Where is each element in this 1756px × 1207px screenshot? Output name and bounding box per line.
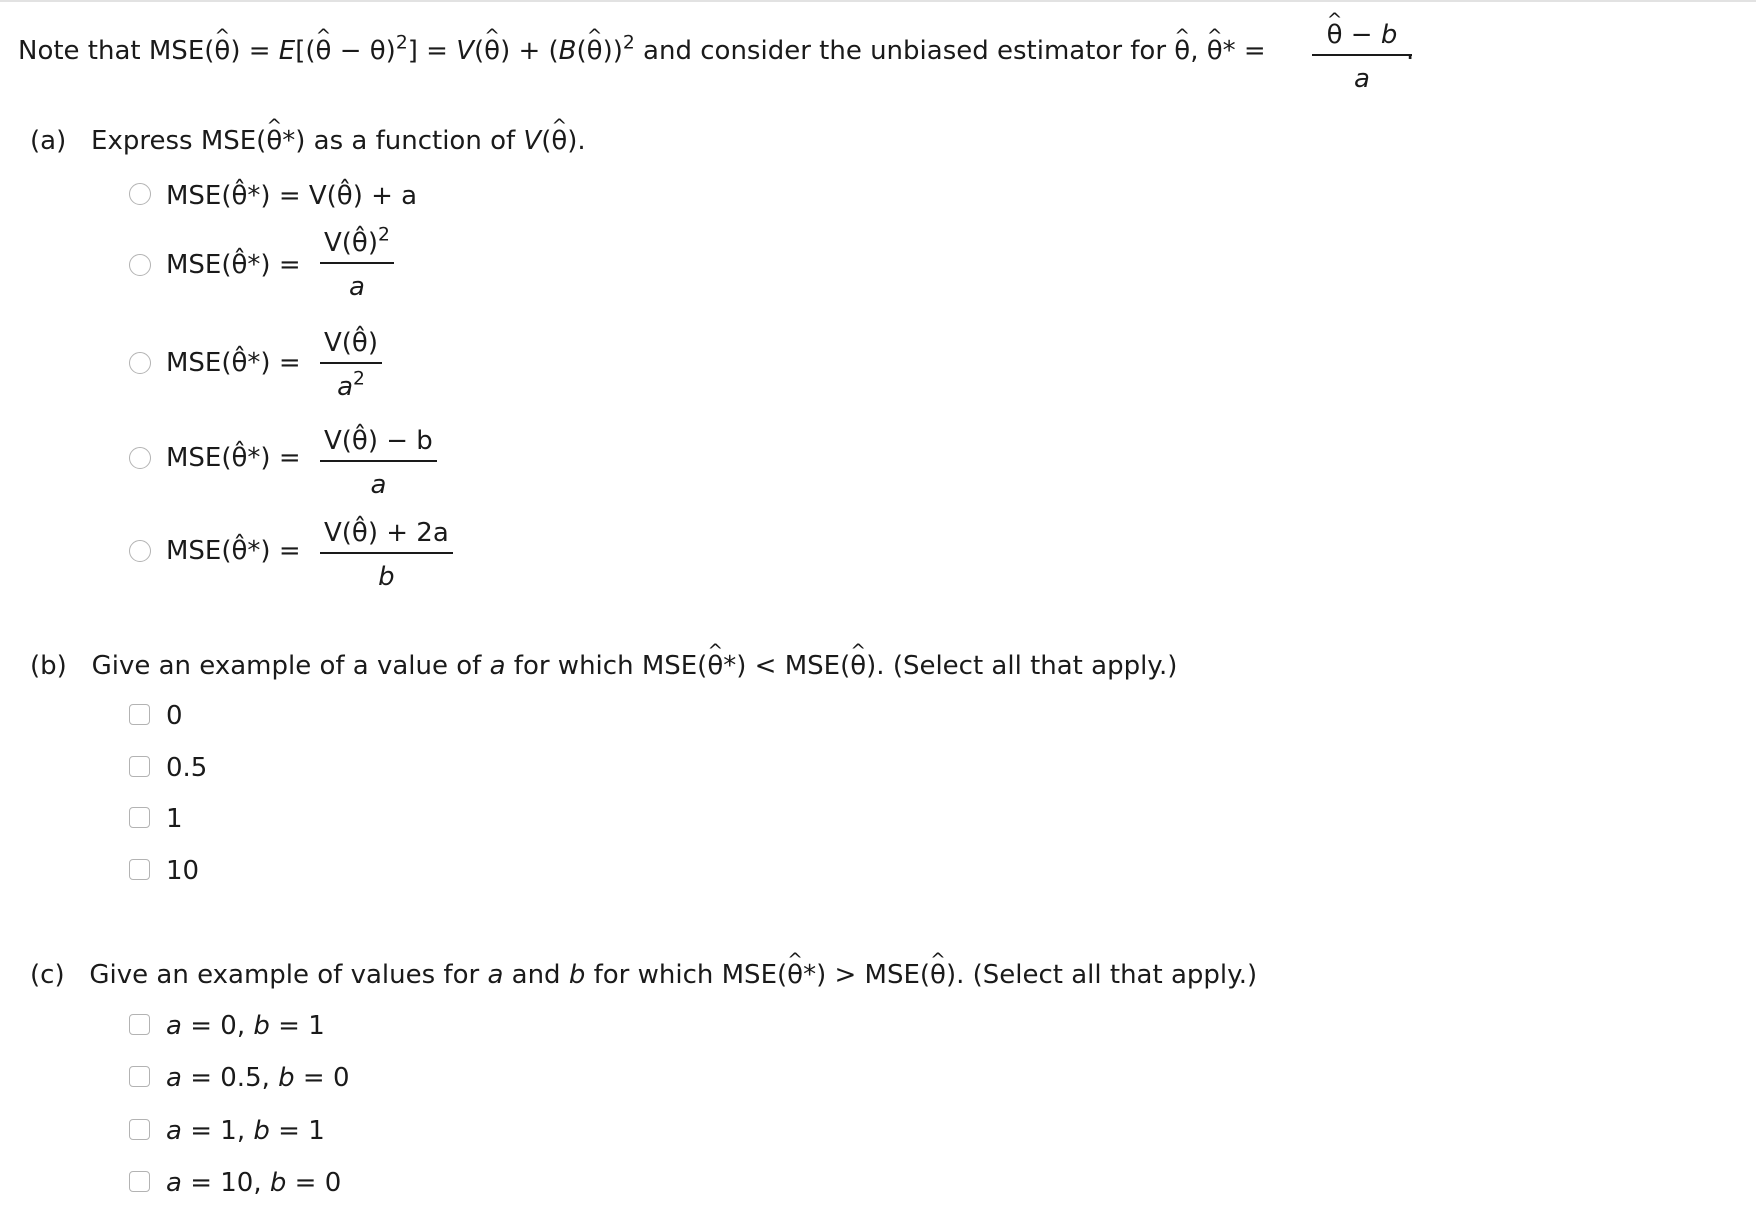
part-b-option-4-checkbox[interactable] (129, 859, 150, 880)
part-a-option-1-radio[interactable] (129, 183, 151, 205)
part-c-option-3-checkbox[interactable] (129, 1119, 150, 1140)
part-a-option-2-radio[interactable] (129, 254, 151, 276)
estimator-fraction: ^ θ − b a (1312, 22, 1412, 92)
part-a-option-2-lhs[interactable]: MSE(θ̂*) = (166, 250, 301, 280)
intro-period: . (1406, 36, 1415, 66)
part-a-option-5-lhs[interactable]: MSE(θ̂*) = (166, 536, 301, 566)
part-c-prompt: (c) Give an example of values for a and b for which MSE(^ θ*) > MSE(^ θ). (Select all that apply.) (30, 962, 1257, 988)
part-a-option-5-radio[interactable] (129, 540, 151, 562)
part-c-option-1-checkbox[interactable] (129, 1014, 150, 1035)
part-a-option-5-fraction: V(θ̂) + 2a b (320, 520, 453, 590)
part-a-option-1[interactable]: MSE(θ̂*) = V(θ̂) + a (166, 181, 418, 211)
part-a-option-4-radio[interactable] (129, 447, 151, 469)
part-b-option-2-label[interactable]: 0.5 (166, 753, 208, 783)
part-a-option-2-fraction: V(θ̂)$^2$ a (320, 230, 394, 300)
part-b-option-1-label[interactable]: 0 (166, 701, 183, 731)
part-b-prompt: (b) Give an example of a value of a for which MSE(^ θ*) < MSE(^ θ). (Select all that apply.) (30, 653, 1177, 679)
part-a-option-4-lhs[interactable]: MSE(θ̂*) = (166, 443, 301, 473)
top-divider (0, 0, 1756, 2)
part-b-option-4-label[interactable]: 10 (166, 856, 200, 886)
part-c-option-2-label[interactable]: a = 0.5, b = 0 (166, 1063, 350, 1093)
part-c-option-3-label[interactable]: a = 1, b = 1 (166, 1116, 325, 1146)
part-c-option-4-checkbox[interactable] (129, 1171, 150, 1192)
part-b-option-3-label[interactable]: 1 (166, 804, 183, 834)
part-c-option-4-label[interactable]: a = 10, b = 0 (166, 1168, 342, 1198)
part-b-option-2-checkbox[interactable] (129, 756, 150, 777)
intro-statement: Note that MSE(^ θ) = E[(^ θ − θ)$^2$] = V(^ θ) + (B(^ θ))$^2$ and consider the unbiased estimator for ^ θ, ^ θ* = (18, 38, 1266, 64)
part-a-option-4-fraction: V(θ̂) − b a (320, 428, 437, 498)
part-a-option-3-radio[interactable] (129, 352, 151, 374)
part-c-option-1-label[interactable]: a = 0, b = 1 (166, 1011, 325, 1041)
part-a-option-3-lhs[interactable]: MSE(θ̂*) = (166, 348, 301, 378)
part-b-option-3-checkbox[interactable] (129, 807, 150, 828)
part-a-option-3-fraction: V(θ̂) $a^2$ (320, 330, 382, 400)
part-c-option-2-checkbox[interactable] (129, 1066, 150, 1087)
part-a-prompt: (a) Express MSE(^ θ*) as a function of V(^ θ). (30, 128, 586, 154)
part-b-option-1-checkbox[interactable] (129, 704, 150, 725)
